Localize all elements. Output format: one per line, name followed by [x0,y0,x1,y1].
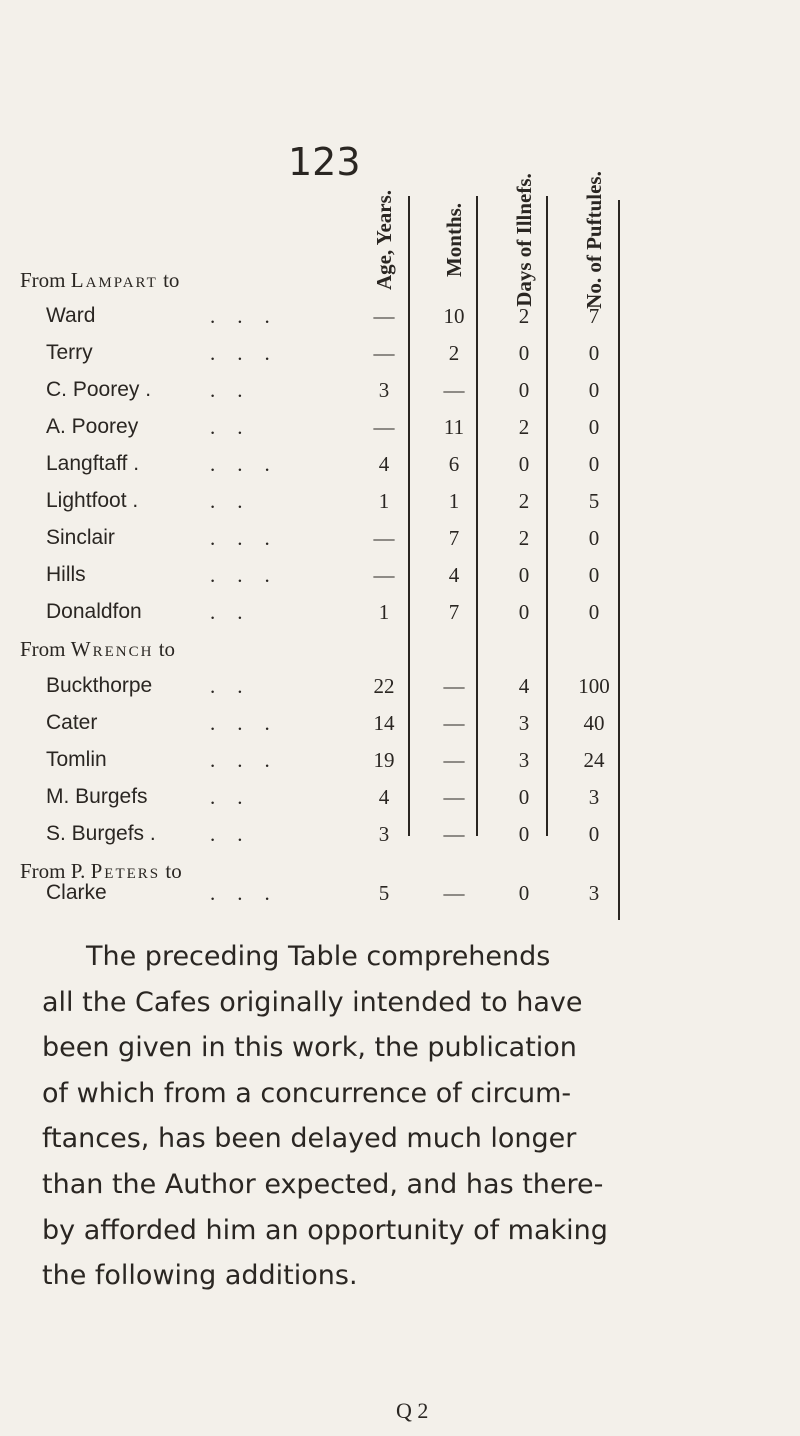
table-row: Sinclair ... — 7 2 0 [46,526,600,550]
header-days-of-illness: Days of Illnefs. [512,172,536,307]
table-row: Langftaff . ... 4 6 0 0 [46,452,600,476]
paragraph-line: by afforded him an opportunity of making [42,1214,608,1246]
table-row: Lightfoot . .. 1 1 2 5 [46,489,600,513]
table-row: Buckthorpe .. 22 — 4 100 [46,674,610,698]
table-row: Clarke ... 5 — 0 3 [46,881,600,905]
paragraph-line: than the Author expected, and has there- [42,1168,604,1200]
table-row: Terry ... — 2 0 0 [46,341,600,365]
signature-mark: Q 2 [396,1398,429,1423]
table-row: A. Poorey .. — 11 2 0 [46,415,600,439]
group-heading-wrench: From Wrench to [20,637,176,661]
paragraph-line: of which from a concurrence of circum- [42,1077,572,1109]
table-row: Tomlin ... 19 — 3 24 [46,748,605,772]
group-heading-peters: From P. Peters to [20,859,182,883]
paragraph-line: the following additions. [42,1260,358,1292]
paragraph-line: been given in this work, the publication [42,1032,577,1064]
table-row: Ward ... — 10 2 7 [46,304,600,328]
table-row: Hills ... — 4 0 0 [46,563,600,587]
header-months: Months. [442,202,467,277]
paragraph-line: ftances, has been delayed much longer [42,1123,577,1155]
table-row: Donaldfon .. 1 7 0 0 [46,600,600,624]
table-row: S. Burgefs . .. 3 — 0 0 [46,822,600,846]
table-row: Cater ... 14 — 3 40 [46,711,605,735]
paragraph-line: The preceding Table comprehends [86,941,551,972]
header-age: Age, Years. [372,189,397,290]
body-paragraph [42,934,742,1299]
paragraph-line: all the Cafes originally intended to have [42,986,583,1018]
table-row: M. Burgefs .. 4 — 0 3 [46,785,600,809]
page-number: 123 [288,140,361,184]
group-heading-lampart: From Lampart to [20,268,180,292]
table-row: C. Poorey . .. 3 — 0 0 [46,378,600,402]
header-number-of-pustules: No. of Puftules. [582,170,607,309]
